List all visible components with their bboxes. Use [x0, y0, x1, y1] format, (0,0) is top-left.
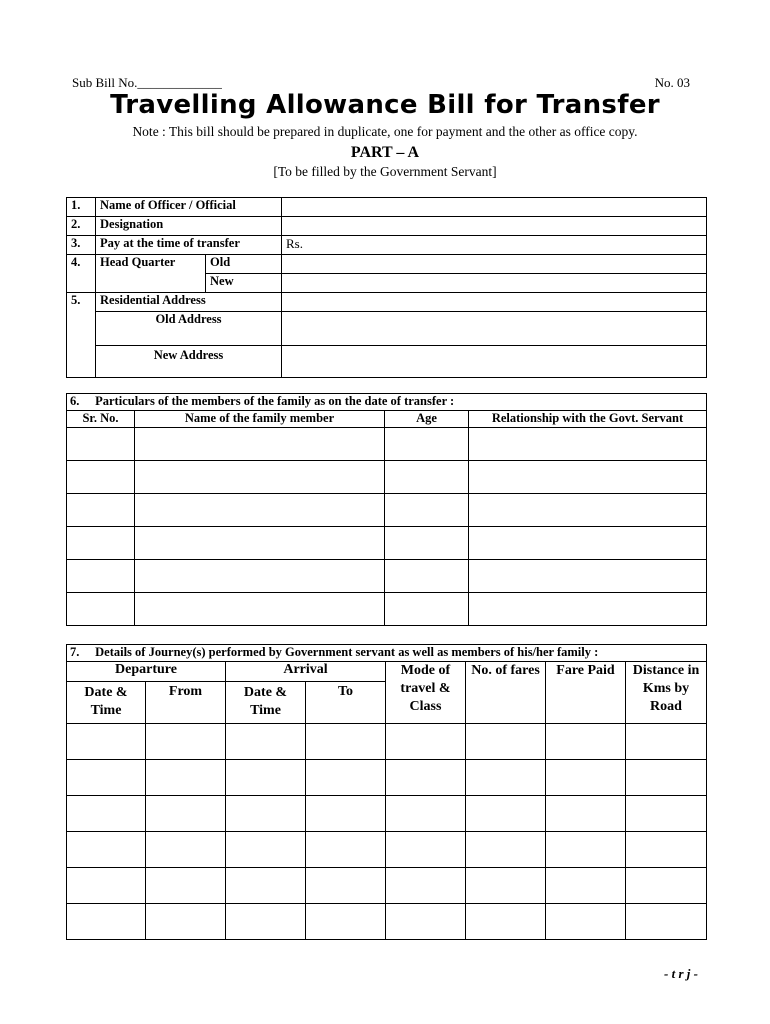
table-row — [67, 560, 707, 593]
name-field[interactable] — [282, 198, 707, 217]
item-number: 3. — [67, 236, 96, 255]
journey-cell[interactable] — [626, 904, 707, 940]
journey-cell[interactable] — [386, 832, 466, 868]
journey-cell[interactable] — [546, 760, 626, 796]
journey-cell[interactable] — [546, 796, 626, 832]
journey-cell[interactable] — [466, 724, 546, 760]
item-number: 5. — [67, 293, 96, 378]
note: Note : This bill should be prepared in duplicate, one for payment and the other as office copy. — [132, 124, 638, 139]
journey-cell[interactable] — [306, 724, 386, 760]
item-number: 2. — [67, 217, 96, 236]
arrival-header: Arrival — [226, 662, 386, 682]
journey-cell[interactable] — [146, 760, 226, 796]
col-member-name: Name of the family member — [135, 411, 385, 428]
sr-cell[interactable] — [67, 527, 135, 560]
journey-cell[interactable] — [466, 832, 546, 868]
name-cell[interactable] — [135, 461, 385, 494]
fill-instruction: [To be filled by the Government Servant] — [273, 164, 497, 179]
hq-old-field[interactable] — [282, 255, 707, 274]
journey-cell[interactable] — [466, 868, 546, 904]
age-cell[interactable] — [385, 428, 469, 461]
relationship-cell[interactable] — [469, 428, 707, 461]
table-row — [67, 527, 707, 560]
journey-cell[interactable] — [146, 724, 226, 760]
fares-header: No. of fares — [466, 662, 546, 724]
hq-old-label: Old — [206, 255, 282, 274]
journey-cell[interactable] — [626, 724, 707, 760]
age-cell[interactable] — [385, 461, 469, 494]
section7-heading: Details of Journey(s) performed by Government servant as well as members of his/her family : — [95, 645, 599, 659]
new-address-label: New Address — [96, 346, 282, 378]
sr-cell[interactable] — [67, 593, 135, 626]
departure-header: Departure — [67, 662, 226, 682]
residential-address-label: Residential Address — [96, 293, 282, 312]
sr-cell[interactable] — [67, 560, 135, 593]
sr-cell[interactable] — [67, 494, 135, 527]
arrival-date-time-header: Date & Time — [226, 682, 306, 724]
journey-details-table — [66, 644, 707, 940]
relationship-cell[interactable] — [469, 461, 707, 494]
name-cell[interactable] — [135, 428, 385, 461]
section7-title — [67, 645, 707, 662]
journey-cell[interactable] — [146, 832, 226, 868]
journey-cell[interactable] — [67, 904, 146, 940]
old-address-field[interactable] — [282, 312, 707, 346]
age-cell[interactable] — [385, 593, 469, 626]
journey-cell[interactable] — [226, 760, 306, 796]
hq-new-label: New — [206, 274, 282, 293]
distance-header: Distance in Kms by Road — [626, 662, 707, 724]
journey-cell[interactable] — [226, 832, 306, 868]
relationship-cell[interactable] — [469, 593, 707, 626]
officer-details-table — [66, 197, 707, 378]
section6-title — [67, 394, 707, 411]
journey-cell[interactable] — [626, 868, 707, 904]
table-row — [67, 428, 707, 461]
age-cell[interactable] — [385, 560, 469, 593]
relationship-cell[interactable] — [469, 560, 707, 593]
table-row — [67, 494, 707, 527]
journey-cell[interactable] — [67, 724, 146, 760]
table-row — [67, 760, 707, 796]
journey-cell[interactable] — [546, 868, 626, 904]
journey-cell[interactable] — [546, 832, 626, 868]
name-cell[interactable] — [135, 494, 385, 527]
col-sr-no: Sr. No. — [67, 411, 135, 428]
journey-cell[interactable] — [146, 796, 226, 832]
journey-cell[interactable] — [226, 796, 306, 832]
designation-label: Designation — [96, 217, 282, 236]
journey-cell[interactable] — [466, 760, 546, 796]
mode-header: Mode of travel & Class — [386, 662, 466, 724]
journey-cell[interactable] — [386, 868, 466, 904]
journey-cell[interactable] — [386, 724, 466, 760]
journey-cell[interactable] — [67, 760, 146, 796]
journey-cell[interactable] — [466, 904, 546, 940]
journey-cell[interactable] — [546, 724, 626, 760]
name-label: Name of Officer / Official — [96, 198, 282, 217]
table-row — [67, 724, 707, 760]
relationship-cell[interactable] — [469, 527, 707, 560]
footer-initials: - t r j - — [664, 966, 698, 981]
journey-cell[interactable] — [146, 904, 226, 940]
age-cell[interactable] — [385, 494, 469, 527]
from-header: From — [146, 682, 226, 724]
journey-cell[interactable] — [386, 760, 466, 796]
table-row — [67, 832, 707, 868]
new-address-field[interactable] — [282, 346, 707, 378]
journey-cell[interactable] — [306, 868, 386, 904]
table-row — [67, 796, 707, 832]
section6-number: 6. — [70, 394, 80, 408]
journey-cell[interactable] — [626, 796, 707, 832]
item-number: 1. — [67, 198, 96, 217]
relationship-cell[interactable] — [469, 494, 707, 527]
head-quarter-label: Head Quarter — [96, 255, 206, 293]
family-members-table — [66, 393, 707, 626]
journey-cell[interactable] — [306, 760, 386, 796]
sub-bill-number: Sub Bill No._____________ — [72, 75, 222, 90]
page-title: Travelling Allowance Bill for Transfer — [110, 90, 660, 120]
item-number: 4. — [67, 255, 96, 293]
age-cell[interactable] — [385, 527, 469, 560]
sr-cell[interactable] — [67, 461, 135, 494]
journey-cell[interactable] — [386, 904, 466, 940]
journey-cell[interactable] — [306, 796, 386, 832]
journey-cell[interactable] — [226, 724, 306, 760]
journey-cell[interactable] — [146, 868, 226, 904]
name-cell[interactable] — [135, 527, 385, 560]
journey-cell[interactable] — [67, 832, 146, 868]
departure-date-time-header: Date & Time — [67, 682, 146, 724]
designation-field[interactable] — [282, 217, 707, 236]
section7-number: 7. — [70, 645, 80, 659]
journey-cell[interactable] — [466, 796, 546, 832]
old-address-label: Old Address — [96, 312, 282, 346]
to-header: To — [306, 682, 386, 724]
col-age: Age — [385, 411, 469, 428]
journey-cell[interactable] — [226, 904, 306, 940]
fare-paid-header: Fare Paid — [546, 662, 626, 724]
pay-label: Pay at the time of transfer — [96, 236, 282, 255]
journey-cell[interactable] — [306, 832, 386, 868]
journey-cell[interactable] — [626, 832, 707, 868]
journey-cell[interactable] — [626, 760, 707, 796]
col-relationship: Relationship with the Govt. Servant — [469, 411, 707, 428]
name-cell[interactable] — [135, 560, 385, 593]
form-number: No. 03 — [654, 75, 690, 90]
journey-cell[interactable] — [226, 868, 306, 904]
journey-cell[interactable] — [306, 904, 386, 940]
journey-cell[interactable] — [546, 904, 626, 940]
journey-cell[interactable] — [386, 796, 466, 832]
section6-heading: Particulars of the members of the family as on the date of transfer : — [95, 394, 455, 408]
name-cell[interactable] — [135, 593, 385, 626]
journey-cell[interactable] — [67, 796, 146, 832]
residential-address-field[interactable] — [282, 293, 707, 312]
table-row — [67, 593, 707, 626]
pay-field[interactable]: Rs. — [282, 236, 707, 255]
table-row — [67, 461, 707, 494]
sr-cell[interactable] — [67, 428, 135, 461]
hq-new-field[interactable] — [282, 274, 707, 293]
table-row — [67, 868, 707, 904]
journey-cell[interactable] — [67, 868, 146, 904]
table-row — [67, 904, 707, 940]
part-heading: PART – A — [350, 144, 420, 161]
